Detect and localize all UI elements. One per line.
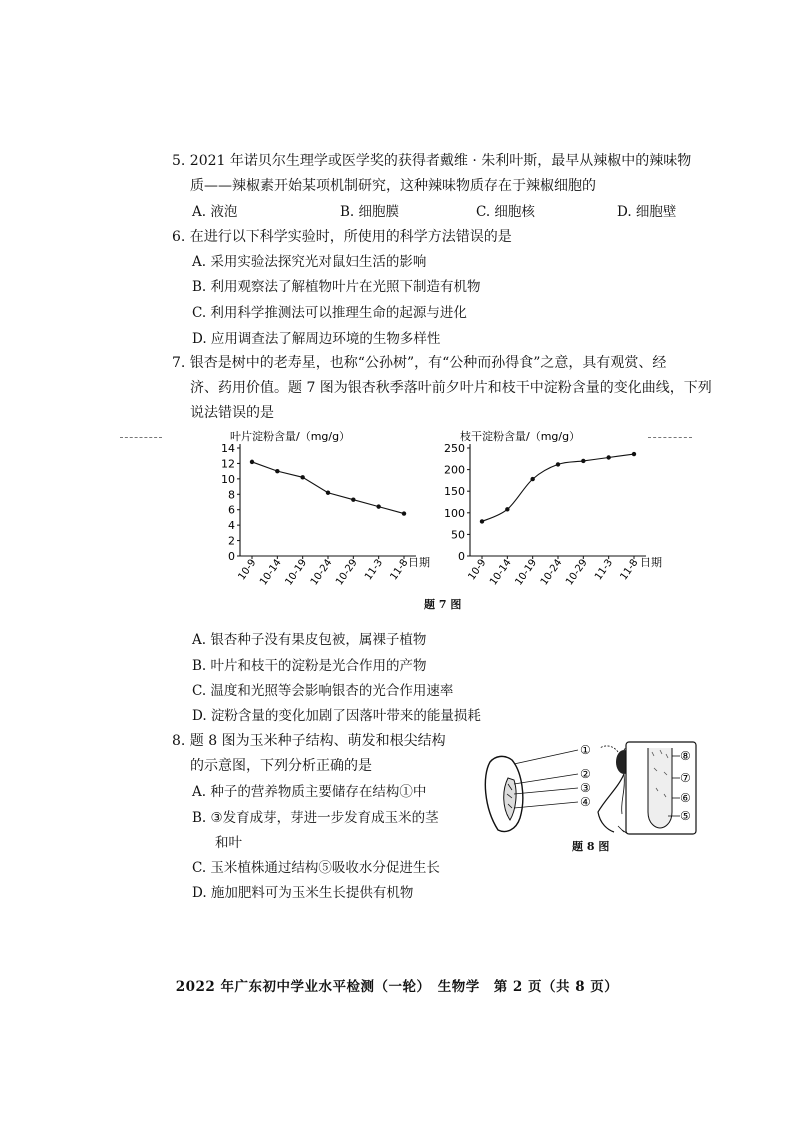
y-tick-label: 8 xyxy=(228,488,235,502)
data-point xyxy=(505,507,509,511)
y-tick-label: 0 xyxy=(458,550,465,563)
x-tick-label: 10-24 xyxy=(538,557,565,588)
y-tick-label: 50 xyxy=(451,528,465,542)
q6-stem: 6. 在进行以下科学实验时，所使用的科学方法错误的是 xyxy=(172,229,512,245)
leaf-starch-line xyxy=(252,462,404,514)
q5-option-d: D. 细胞壁 xyxy=(617,204,677,220)
data-point xyxy=(581,459,585,463)
q7-stem-line2: 济、药用价值。题 7 图为银杏秋季落叶前夕叶片和枝干中淀粉含量的变化曲线，下列 xyxy=(190,380,712,396)
data-point xyxy=(530,477,534,481)
y-tick-label: 0 xyxy=(228,550,235,563)
y-tick-label: 10 xyxy=(221,472,235,486)
y-tick-label: 200 xyxy=(444,463,465,477)
x-tick-label: 10-19 xyxy=(283,557,310,588)
data-point xyxy=(326,491,330,495)
data-point xyxy=(606,455,610,459)
data-point xyxy=(250,460,254,464)
x-tick-label: 11-3 xyxy=(593,557,616,583)
branch-chart-xlabel: 日期 xyxy=(640,556,662,569)
y-tick-label: 250 xyxy=(444,442,465,455)
margin-dash-left xyxy=(120,437,162,438)
y-tick-label: 100 xyxy=(444,506,465,520)
q5-option-a: A. 液泡 xyxy=(192,204,238,220)
q6-option-d: D. 应用调查法了解周边环境的生物多样性 xyxy=(192,331,441,347)
q6-option-a: A. 采用实验法探究光对鼠妇生活的影响 xyxy=(192,254,427,270)
q8-option-b-cont: 和叶 xyxy=(215,835,242,851)
figure8-diagram xyxy=(468,738,700,838)
branch-starch-chart xyxy=(430,424,670,590)
data-point xyxy=(480,519,484,523)
x-tick-label: 10-29 xyxy=(564,557,590,588)
leaf-starch-chart xyxy=(200,424,440,590)
x-tick-label: 10-29 xyxy=(334,557,360,588)
label-1: ① xyxy=(580,743,591,757)
q8-stem-line1: 8. 题 8 图为玉米种子结构、萌发和根尖结构 xyxy=(172,733,446,749)
x-tick-label: 10-9 xyxy=(236,557,259,583)
leaf-chart-xlabel: 日期 xyxy=(408,556,430,569)
q8-option-c: C. 玉米植株通过结构⑤吸收水分促进生长 xyxy=(192,860,440,876)
data-point xyxy=(632,452,636,456)
y-tick-label: 4 xyxy=(228,519,235,533)
x-tick-label: 10-14 xyxy=(488,557,514,588)
x-tick-label: 11-8 xyxy=(618,557,641,583)
label-6: ⑥ xyxy=(680,791,691,805)
q8-option-b: B. ③发育成芽，芽进一步发育成玉米的茎 xyxy=(192,810,439,826)
q5-option-b: B. 细胞膜 xyxy=(340,204,400,220)
q7-stem-line3: 说法错误的是 xyxy=(190,405,274,421)
label-3: ③ xyxy=(580,781,591,795)
label-7: ⑦ xyxy=(680,771,691,785)
q7-option-c: C. 温度和光照等会影响银杏的光合作用速率 xyxy=(192,683,454,699)
data-point xyxy=(376,504,380,508)
branch-chart-ylabel: 枝干淀粉含量/（mg/g） xyxy=(460,430,581,443)
x-tick-label: 10-14 xyxy=(258,557,284,588)
seedling-root xyxy=(598,774,624,832)
q5-option-c: C. 细胞核 xyxy=(476,204,535,220)
q8-option-a: A. 种子的营养物质主要储存在结构①中 xyxy=(192,784,427,800)
x-tick-label: 10-19 xyxy=(513,557,540,588)
q5-stem-line2: 质——辣椒素开始某项机制研究，这种辣味物质存在于辣椒细胞的 xyxy=(190,178,596,194)
q7-option-a: A. 银杏种子没有果皮包被，属裸子植物 xyxy=(192,632,427,648)
data-point xyxy=(402,511,406,515)
figure7-caption: 题 7 图 xyxy=(424,598,462,611)
q8-stem-line2: 的示意图，下列分析正确的是 xyxy=(190,758,372,774)
y-tick-label: 14 xyxy=(221,442,235,455)
y-tick-label: 12 xyxy=(221,457,235,471)
data-point xyxy=(275,469,279,473)
label-4: ④ xyxy=(580,795,591,809)
data-point xyxy=(300,475,304,479)
x-tick-label: 11-8 xyxy=(388,557,411,583)
x-tick-label: 10-24 xyxy=(308,557,335,588)
x-tick-label: 10-9 xyxy=(466,557,489,583)
data-point xyxy=(351,497,355,501)
y-tick-label: 150 xyxy=(444,485,465,499)
label-8: ⑧ xyxy=(680,749,691,763)
q6-option-c: C. 利用科学推测法可以推理生命的起源与进化 xyxy=(192,305,467,321)
page-footer: 2022 年广东初中学业水平检测（一轮） 生物学 第 2 页（共 8 页） xyxy=(175,979,619,995)
label-2: ② xyxy=(580,767,591,781)
q6-option-b: B. 利用观察法了解植物叶片在光照下制造有机物 xyxy=(192,279,481,295)
q5-stem-line1: 5. 2021 年诺贝尔生理学或医学奖的获得者戴维 · 朱利叶斯，最早从辣椒中的辣味物 xyxy=(172,153,692,169)
label-5: ⑤ xyxy=(680,809,691,823)
q7-option-d: D. 淀粉含量的变化加剧了因落叶带来的能量损耗 xyxy=(192,708,481,724)
q8-option-d: D. 施加肥料可为玉米生长提供有机物 xyxy=(192,885,414,901)
figure8-caption: 题 8 图 xyxy=(572,840,610,853)
leaf-chart-ylabel: 叶片淀粉含量/（mg/g） xyxy=(230,430,351,443)
x-tick-label: 11-3 xyxy=(363,557,386,583)
data-point xyxy=(556,462,560,466)
q7-option-b: B. 叶片和枝干的淀粉是光合作用的产物 xyxy=(192,658,427,674)
y-tick-label: 6 xyxy=(228,503,235,517)
y-tick-label: 2 xyxy=(228,534,235,548)
q7-stem-line1: 7. 银杏是树中的老寿星，也称“公孙树”，有“公种而孙得食”之意，具有观赏、经 xyxy=(172,355,667,371)
